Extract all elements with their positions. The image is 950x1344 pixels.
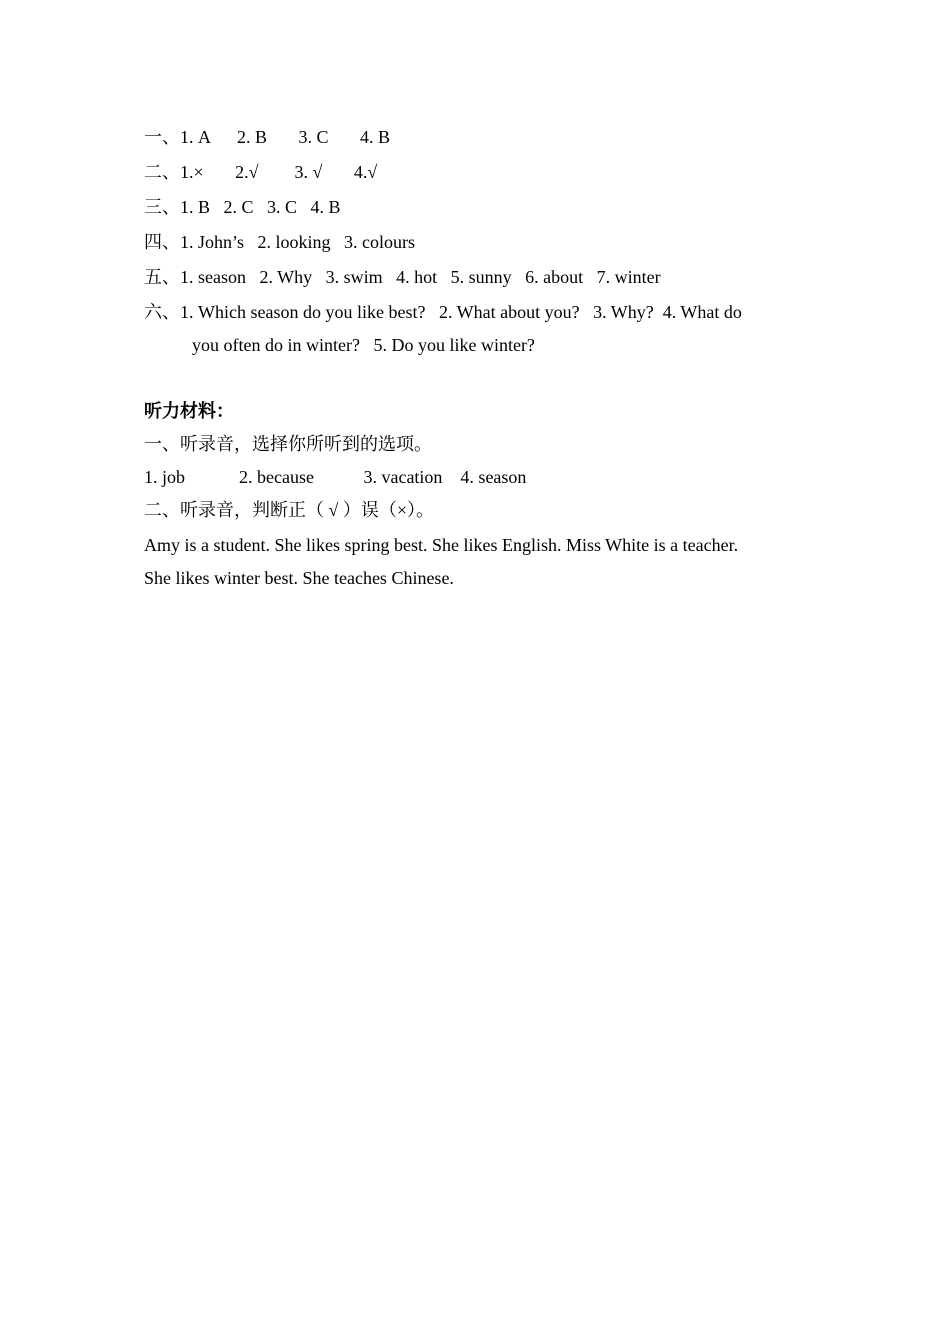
answer-section-1: 一、1. A 2. B 3. C 4. B (144, 127, 391, 147)
answer-section-4: 四、1. John’s 2. looking 3. colours (144, 232, 416, 252)
listening-part-2-text-line-2: She likes winter best. She teaches Chinese. (144, 568, 454, 588)
answer-section-6-line-1: 六、1. Which season do you like best? 2. What about you? 3. Why? 4. What do (144, 302, 742, 322)
answer-section-5: 五、1. season 2. Why 3. swim 4. hot 5. sunny 6. about 7. winter (144, 267, 661, 287)
answer-section-2: 二、1.× 2.√ 3. √ 4.√ (144, 162, 378, 182)
answer-section-3: 三、1. B 2. C 3. C 4. B (144, 197, 341, 217)
listening-part-1-items: 1. job 2. because 3. vacation 4. season (144, 467, 527, 487)
answer-section-6-line-2: you often do in winter? 5. Do you like winter? (192, 335, 535, 355)
listening-part-1-instruction: 一、听录音，选择你所听到的选项。 (144, 434, 432, 454)
listening-part-2-text-line-1: Amy is a student. She likes spring best. She likes English. Miss White is a teacher. (144, 535, 739, 555)
listening-part-2-instruction: 二、听录音，判断正（ √ ）误（×）。 (144, 500, 435, 520)
listening-heading: 听力材料： (144, 401, 234, 421)
